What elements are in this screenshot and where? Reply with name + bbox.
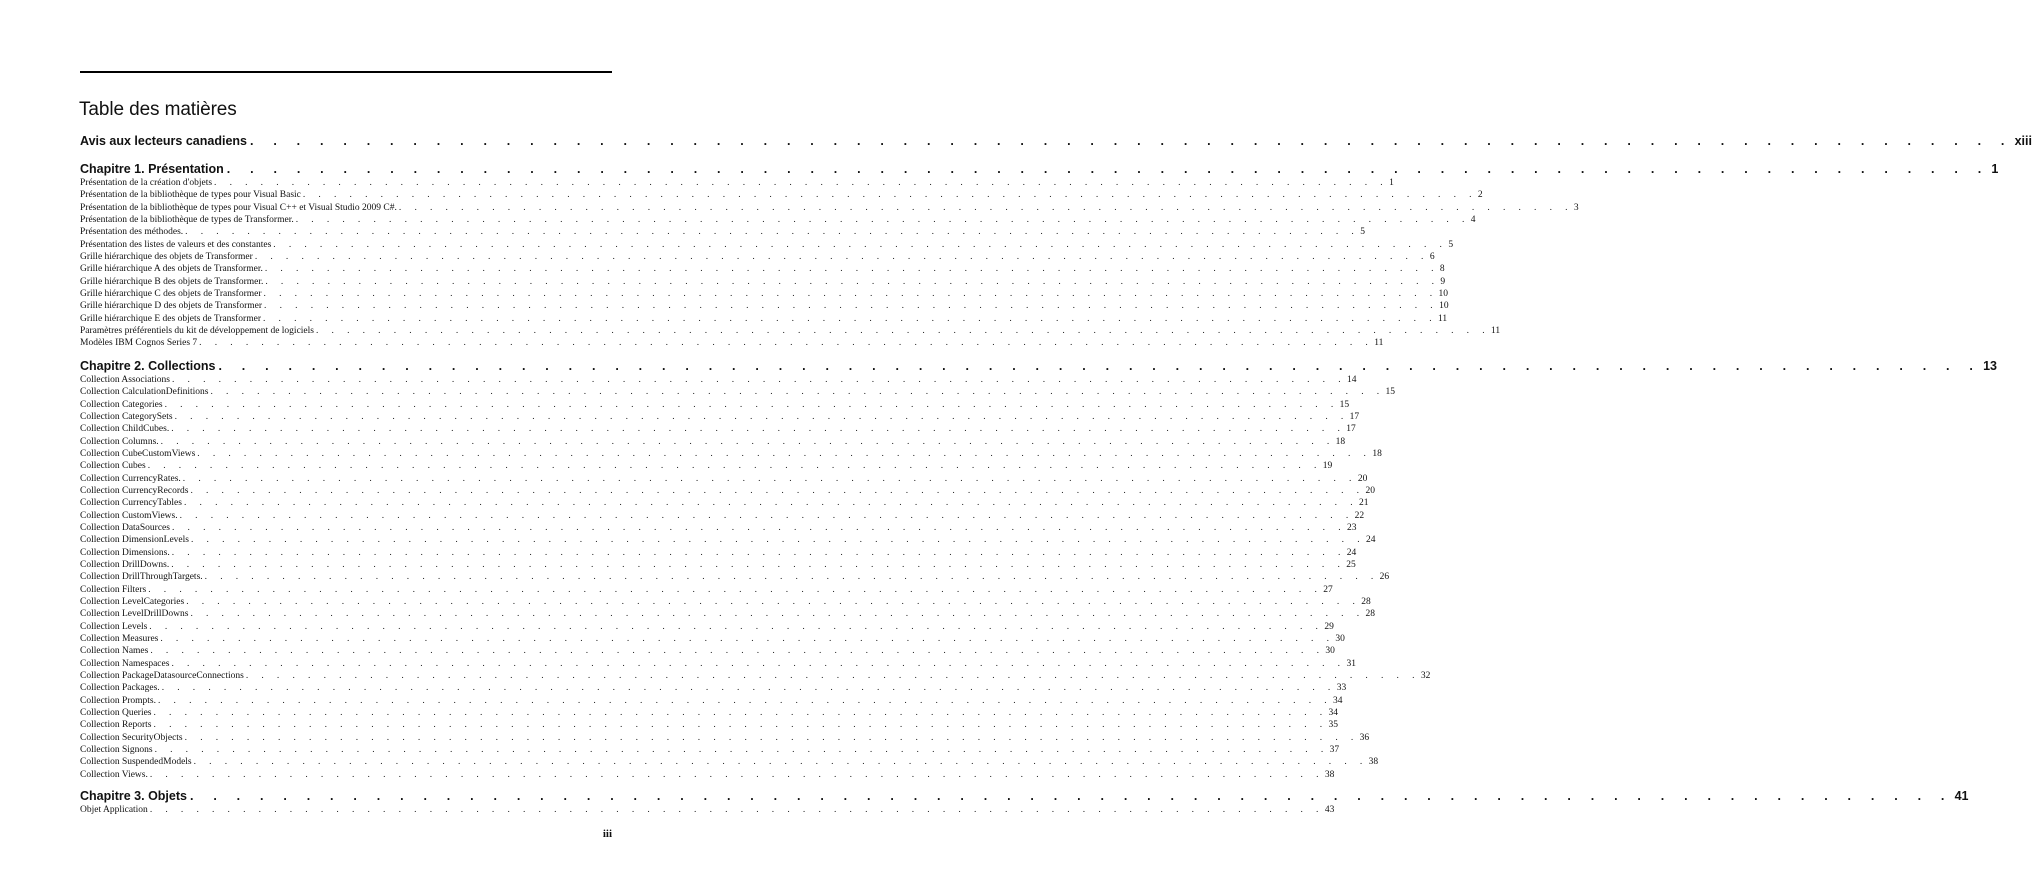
toc-entry-page: 31	[1346, 658, 1356, 669]
toc-chapter-heading-page: 1	[1991, 162, 1999, 176]
toc-entry[interactable]	[80, 239, 1454, 251]
toc-chapter-heading[interactable]	[80, 789, 1969, 804]
dot-leader: . . . . . . . . . . . . . . . . . . . . . . . . . . . . . . . . . . . . . . . . . . . . . . . . . . . . . . . . . . . . . . . . . . . . . . . . . . . .	[184, 732, 1359, 743]
toc-entry-page: 22	[1354, 510, 1365, 521]
toc-entry-page: 35	[1328, 720, 1339, 731]
dot-leader: . . . . . . . . . . . . . . . . . . . . . . . . . . . . . . . . . . . . . . . . . . . . . . . . . . . . . . . . . . . . . . . . . . . . . . . . . . . .	[263, 288, 1438, 299]
dot-leader: . . . . . . . . . . . . . . . . . . . . . . . . . . . . . . . . . . . . . . . . . . . . . . . . . . . . . . . . . . . . . . . . . . . . . . . . . . . .	[295, 214, 1470, 225]
toc-entry-page: 11	[1374, 338, 1384, 349]
dot-leader: . . . . . . . . . . . . . . . . . . . . . . . . . . . . . . . . . . . . . . . . . . . . . . . . . . . . . . . . . . . . . . . . . . . . . . . . . . . .	[171, 375, 1347, 385]
toc-entry-page: 38	[1324, 769, 1335, 780]
toc-avis-heading-page: xiii	[2014, 134, 2032, 148]
toc-entry-page: 8	[1439, 264, 1445, 275]
dot-leader: . . . . . . . . . . . . . . . . . . . . . . . . . . . . . . . . . . . . . . . . . . . . . . . . . . . . . . . . . . . . . . . . . . . . . . . . . . . .	[264, 264, 1439, 275]
toc-entry[interactable]	[80, 251, 1435, 263]
dot-leader: . . . . . . . . . . . . . . . . . . . . . . . . . . . . . . . . . . . . . . . . . . . . . . . . . . . . . . . . . . . . . . . . . . . . . . . . . . . .	[171, 424, 1346, 435]
toc-entry-page: 24	[1346, 547, 1357, 558]
dot-leader: . . . . . . . . . . . . . . . . . . . . . . . . . . . . . . . . . . . . . . . . . . . . . . . . . . . . . . . . . . . . . . . . . . . . . . . . . . . .	[197, 448, 1372, 459]
toc-entry-label: Collection Reports	[80, 720, 152, 731]
toc-entry-label: Grille hiérarchique C des objets de Transformer	[80, 288, 262, 299]
toc-entry[interactable]	[80, 313, 1448, 325]
toc-entry-page: 21	[1359, 498, 1369, 509]
dot-leader: . . . . . . . . . . . . . . . . . . . . . . . . . . . . . . . . . . . . . . . . . . . . . . . . . . . . . . . . . . . . . . . . . . . . . . . . . . . .	[204, 572, 1379, 583]
toc-entry-label: Collection Levels	[80, 621, 148, 632]
toc-entry[interactable]	[80, 374, 1357, 386]
toc-entry[interactable]	[80, 288, 1449, 300]
dot-leader: . . . . . . . . . . . . . . . . . . . . . . . . . . . . . . . . . . . . . . . . . . . . . . . . . . . . . . . . . . . . . . . . . . . . . . . . . . . .	[179, 510, 1354, 521]
toc-entry-page: 18	[1335, 436, 1346, 447]
toc-entry[interactable]	[80, 621, 1334, 633]
dot-leader: . . . . . . . . . . . . . . . . . . . . . . . . . . . . . . . . . . . . . . . . . . . . . . . . . . . . . . . . . . . . . . . . . . . . . . . . . . . .	[185, 227, 1360, 238]
toc-entry[interactable]	[80, 399, 1350, 411]
toc-entry-page: 23	[1347, 522, 1357, 533]
toc-entry[interactable]	[80, 670, 1431, 682]
toc-entry-page: 17	[1346, 424, 1356, 435]
toc-chapter-heading-label: Chapitre 1. Présentation	[80, 162, 224, 176]
toc-entry[interactable]	[80, 804, 1335, 816]
toc-entry[interactable]	[80, 682, 1347, 694]
toc-entry[interactable]	[80, 276, 1446, 288]
toc-entry-page: 15	[1339, 399, 1350, 410]
toc-entry[interactable]	[80, 386, 1396, 398]
toc-entry[interactable]	[80, 645, 1335, 657]
toc-entry-page: 30	[1335, 633, 1345, 644]
toc-entry-label: Collection SuspendedModels	[80, 757, 192, 768]
dot-leader: . . . . . . . . . . . . . . . . . . . . . . . . . . . . . . . . . . . . . . . . . . . . . . . . . . . . . . . . . . . . . . . . . . . . . . . . . . . .	[174, 411, 1349, 422]
dot-leader: . . . . . . . . . . . . . . . . . . . . . . . . . . . . . . . . . . . . . . . . . . . . . . . . . . . . . . . . . . . . . . . . . . . . . . . . . . . .	[158, 695, 1333, 706]
dot-leader: . . . . . . . . . . . . . . . . . . . . . . . . . . . . . . . . . . . . . . . . . . . . . . . . . . . . . . . . . . . . . . . . . . . . . . . . . . . .	[171, 522, 1346, 533]
toc-entry-page: 5	[1360, 227, 1365, 238]
toc-entry-page: 4	[1470, 214, 1476, 225]
toc-entry-page: 43	[1324, 805, 1335, 815]
toc-entry-label: Collection Filters	[80, 584, 147, 595]
top-rule	[80, 71, 612, 73]
toc-entry-label: Collection LevelDrillDowns	[80, 609, 189, 620]
toc-entry-page: 18	[1372, 448, 1382, 459]
dot-leader: . . . . . . . . . . . . . . . . . . . . . . . . . . . . . . . . . . . . . . . . . . . . . . . . . . . . . . . . . . . . . . . . . . . . . . . . . . . .	[183, 498, 1358, 509]
dot-leader: . . . . . . . . . . . . . . . . . . . . . . . . . . . . . . . . . . . . . . . . . . . . . . . . . . . . . . . . . . . . . . . . . . . . . . . . . . . .	[190, 609, 1365, 620]
dot-leader: . . . . . . . . . . . . . . . . . . . . . . . . . . . . . . . . . . . . . . . . . . . . . . . . . . . . . . . . . . . . . . . . . . . . . . . . . . . .	[249, 134, 2013, 148]
toc-entry-page: 6	[1429, 251, 1435, 262]
dot-leader: . . . . . . . . . . . . . . . . . . . . . . . . . . . . . . . . . . . . . . . . . . . . . . . . . . . . . . . . . . . . . . . . . . . . . . . . . . . .	[273, 239, 1448, 250]
toc-entry[interactable]	[80, 596, 1371, 608]
dot-leader: . . . . . . . . . . . . . . . . . . . . . . . . . . . . . . . . . . . . . . . . . . . . . . . . . . . . . . . . . . . . . . . . . . . . . . . . . . . .	[398, 202, 1573, 213]
dot-leader: . . . . . . . . . . . . . . . . . . . . . . . . . . . . . . . . . . . . . . . . . . . . . . . . . . . . . . . . . . . . . . . . . . . . . . . . . . . .	[218, 359, 1982, 373]
toc-entry-label: Présentation des méthodes.	[80, 227, 184, 238]
dot-leader: . . . . . . . . . . . . . . . . . . . . . . . . . . . . . . . . . . . . . . . . . . . . . . . . . . . . . . . . . . . . . . . . . . . . . . . . . . . .	[193, 757, 1368, 768]
toc-chapter-heading-page: 41	[1954, 789, 1969, 803]
toc-entry-page: 10	[1439, 301, 1449, 312]
toc-entry-label: Présentation de la bibliothèque de types pour Visual Basic	[80, 190, 301, 201]
dot-leader: . . . . . . . . . . . . . . . . . . . . . . . . . . . . . . . . . . . . . . . . . . . . . . . . . . . . . . . . . . . . . . . . . . . . . . . . . . . .	[160, 436, 1335, 447]
toc-entry[interactable]	[80, 719, 1339, 731]
toc-entry-label: Présentation de la bibliothèque de types pour Visual C++ et Visual Studio 2009 C#.	[80, 202, 397, 213]
dot-leader: . . . . . . . . . . . . . . . . . . . . . . . . . . . . . . . . . . . . . . . . . . . . . . . . . . . . . . . . . . . . . . . . . . . . . . . . . . . .	[226, 162, 1990, 176]
toc-entry[interactable]	[80, 756, 1379, 768]
toc-avis-heading-label: Avis aux lecteurs canadiens	[80, 134, 247, 148]
toc-entry[interactable]	[80, 547, 1357, 559]
dot-leader: . . . . . . . . . . . . . . . . . . . . . . . . . . . . . . . . . . . . . . . . . . . . . . . . . . . . . . . . . . . . . . . . . . . . . . . . . . . .	[302, 190, 1477, 201]
toc-entry-page: 34	[1333, 695, 1343, 706]
toc-entry-page: 11	[1491, 325, 1501, 336]
toc-entry[interactable]	[80, 769, 1335, 781]
toc-entry[interactable]	[80, 633, 1345, 645]
toc-entry[interactable]	[80, 177, 1394, 189]
toc-entry[interactable]	[80, 473, 1368, 485]
toc-chapter-heading-page: 13	[1983, 359, 1997, 373]
toc-entry-label: Grille hiérarchique D des objets de Transformer	[80, 301, 263, 312]
toc-avis-heading[interactable]	[80, 134, 2032, 149]
toc-entry[interactable]	[80, 571, 1390, 583]
toc-entry-page: 20	[1357, 473, 1368, 484]
toc-entry[interactable]	[80, 534, 1376, 546]
toc-entry[interactable]	[80, 559, 1356, 571]
toc-entry-page: 24	[1366, 535, 1376, 546]
toc-entry-label: Collection DataSources	[80, 522, 170, 533]
dot-leader: . . . . . . . . . . . . . . . . . . . . . . . . . . . . . . . . . . . . . . . . . . . . . . . . . . . . . . . . . . . . . . . . . . . . . . . . . . . .	[264, 301, 1439, 312]
toc-entry[interactable]	[80, 744, 1340, 756]
toc-entry-page: 34	[1328, 707, 1339, 718]
toc-entry[interactable]	[80, 510, 1365, 522]
toc-chapter-heading[interactable]	[80, 162, 1999, 177]
dot-leader: . . . . . . . . . . . . . . . . . . . . . . . . . . . . . . . . . . . . . . . . . . . . . . . . . . . . . . . . . . . . . . . . . . . . . . . . . . . .	[186, 596, 1361, 607]
toc-entry-label: Grille hiérarchique B des objets de Transformer.	[80, 276, 264, 287]
dot-leader: . . . . . . . . . . . . . . . . . . . . . . . . . . . . . . . . . . . . . . . . . . . . . . . . . . . . . . . . . . . . . . . . . . . . . . . . . . . .	[190, 535, 1365, 546]
toc-entry-page: 38	[1368, 757, 1379, 768]
page-title: Table des matières	[79, 99, 237, 120]
toc-entry-page: 11	[1438, 313, 1448, 324]
toc-entry-label: Collection Packages.	[80, 683, 160, 694]
toc-entry-page: 15	[1385, 387, 1396, 398]
toc-entry[interactable]	[80, 608, 1375, 620]
toc-entry-label: Collection Prompts.	[80, 695, 156, 706]
page-number: iii	[602, 828, 612, 840]
dot-leader: . . . . . . . . . . . . . . . . . . . . . . . . . . . . . . . . . . . . . . . . . . . . . . . . . . . . . . . . . . . . . . . . . . . . . . . . . . . .	[149, 769, 1324, 780]
toc-entry-page: 1	[1389, 178, 1394, 188]
toc-entry-label: Objet Application	[80, 805, 148, 815]
toc-entry[interactable]	[80, 325, 1501, 337]
toc-entry-page: 27	[1323, 584, 1333, 595]
toc-entry[interactable]	[80, 189, 1483, 201]
toc-entry[interactable]	[80, 436, 1346, 448]
toc-entry-label: Paramètres préférentiels du kit de développement de logiciels	[80, 325, 314, 336]
dot-leader: . . . . . . . . . . . . . . . . . . . . . . . . . . . . . . . . . . . . . . . . . . . . . . . . . . . . . . . . . . . . . . . . . . . . . . . . . . . .	[189, 789, 1953, 803]
toc-entry-label: Collection DrillDowns.	[80, 559, 170, 570]
toc-entry-page: 32	[1420, 670, 1431, 681]
toc-entry-label: Collection Columns.	[80, 436, 159, 447]
toc-entry-page: 2	[1477, 190, 1483, 201]
toc-entry[interactable]	[80, 732, 1370, 744]
toc-entry-page: 3	[1573, 202, 1579, 213]
toc-entry-page: 19	[1322, 461, 1333, 472]
toc-entry[interactable]	[80, 584, 1333, 596]
toc-entry-label: Collection Dimensions.	[80, 547, 170, 558]
toc-entry[interactable]	[80, 300, 1449, 312]
toc-entry-page: 29	[1324, 621, 1334, 632]
toc-entry-page: 28	[1361, 596, 1371, 607]
toc-entry-label: Collection Queries	[80, 707, 152, 718]
toc-entry-label: Grille hiérarchique E des objets de Transformer	[80, 313, 261, 324]
toc-entry-page: 14	[1347, 375, 1357, 385]
toc-entry-label: Collection DimensionLevels	[80, 535, 189, 546]
toc-entry-page: 33	[1336, 683, 1347, 694]
toc-entry[interactable]	[80, 658, 1356, 670]
toc-entry[interactable]	[80, 423, 1356, 435]
dot-leader: . . . . . . . . . . . . . . . . . . . . . . . . . . . . . . . . . . . . . . . . . . . . . . . . . . . . . . . . . . . . . . . . . . . . . . . . . . . .	[148, 584, 1323, 595]
dot-leader: . . . . . . . . . . . . . . . . . . . . . . . . . . . . . . . . . . . . . . . . . . . . . . . . . . . . . . . . . . . . . . . . . . . . . . . . . . . .	[315, 325, 1491, 336]
dot-leader: . . . . . . . . . . . . . . . . . . . . . . . . . . . . . . . . . . . . . . . . . . . . . . . . . . . . . . . . . . . . . . . . . . . . . . . . . . . .	[150, 646, 1325, 657]
toc-entry-label: Collection Categories	[80, 399, 163, 410]
toc-entry-label: Collection Namespaces	[80, 658, 170, 669]
toc-entry[interactable]	[80, 226, 1365, 238]
toc-entry[interactable]	[80, 337, 1384, 349]
dot-leader: . . . . . . . . . . . . . . . . . . . . . . . . . . . . . . . . . . . . . . . . . . . . . . . . . . . . . . . . . . . . . . . . . . . . . . . . . . . .	[171, 559, 1346, 570]
toc-entry-label: Collection CurrencyRecords	[80, 485, 189, 496]
toc-entry-page: 36	[1359, 732, 1370, 743]
dot-leader: . . . . . . . . . . . . . . . . . . . . . . . . . . . . . . . . . . . . . . . . . . . . . . . . . . . . . . . . . . . . . . . . . . . . . . . . . . . .	[245, 670, 1420, 681]
dot-leader: . . . . . . . . . . . . . . . . . . . . . . . . . . . . . . . . . . . . . . . . . . . . . . . . . . . . . . . . . . . . . . . . . . . . . . . . . . . .	[147, 461, 1322, 472]
toc-chapter-heading-label: Chapitre 2. Collections	[80, 359, 216, 373]
toc-entry-page: 9	[1440, 276, 1446, 287]
toc-entry-page: 37	[1329, 744, 1340, 755]
dot-leader: . . . . . . . . . . . . . . . . . . . . . . . . . . . . . . . . . . . . . . . . . . . . . . . . . . . . . . . . . . . . . . . . . . . . . . . . . . . .	[199, 338, 1374, 349]
toc-entry-label: Présentation des listes de valeurs et des constantes	[80, 239, 272, 250]
dot-leader: . . . . . . . . . . . . . . . . . . . . . . . . . . . . . . . . . . . . . . . . . . . . . . . . . . . . . . . . . . . . . . . . . . . . . . . . . . . .	[182, 473, 1357, 484]
toc-entry-label: Collection LevelCategories	[80, 596, 185, 607]
toc-entry[interactable]	[80, 448, 1382, 460]
toc-entry[interactable]	[80, 707, 1339, 719]
toc-entry-label: Grille hiérarchique A des objets de Transformer.	[80, 264, 263, 275]
toc-entry-page: 26	[1379, 572, 1390, 583]
toc-entry-label: Collection CurrencyRates.	[80, 473, 181, 484]
toc-entry-label: Collection CubeCustomViews	[80, 448, 196, 459]
toc-entry-label: Collection PackageDatasourceConnections	[80, 670, 244, 681]
dot-leader: . . . . . . . . . . . . . . . . . . . . . . . . . . . . . . . . . . . . . . . . . . . . . . . . . . . . . . . . . . . . . . . . . . . . . . . . . . . .	[262, 313, 1438, 324]
toc-entry-page: 5	[1448, 239, 1454, 250]
toc-entry[interactable]	[80, 497, 1369, 509]
toc-entry-label: Collection Associations	[80, 375, 170, 385]
toc-entry-label: Modèles IBM Cognos Series 7	[80, 338, 198, 349]
dot-leader: . . . . . . . . . . . . . . . . . . . . . . . . . . . . . . . . . . . . . . . . . . . . . . . . . . . . . . . . . . . . . . . . . . . . . . . . . . . .	[190, 485, 1365, 496]
toc-entry-page: 17	[1349, 411, 1360, 422]
toc-chapter-heading-label: Chapitre 3. Objets	[80, 789, 187, 803]
dot-leader: . . . . . . . . . . . . . . . . . . . . . . . . . . . . . . . . . . . . . . . . . . . . . . . . . . . . . . . . . . . . . . . . . . . . . . . . . . . .	[214, 178, 1389, 188]
toc-entry-label: Collection Names	[80, 646, 149, 657]
toc-entry[interactable]	[80, 263, 1445, 275]
toc-entry-label: Collection SecurityObjects	[80, 732, 183, 743]
toc-entry-label: Collection Measures	[80, 633, 159, 644]
toc-entry-page: 10	[1438, 288, 1449, 299]
dot-leader: . . . . . . . . . . . . . . . . . . . . . . . . . . . . . . . . . . . . . . . . . . . . . . . . . . . . . . . . . . . . . . . . . . . . . . . . . . . .	[210, 387, 1385, 398]
toc-entry-label: Collection ChildCubes.	[80, 424, 170, 435]
toc-chapter-heading[interactable]	[80, 359, 1997, 374]
toc-entry-label: Grille hiérarchique des objets de Transformer	[80, 251, 253, 262]
toc-entry-label: Collection DrillThroughTargets.	[80, 572, 203, 583]
dot-leader: . . . . . . . . . . . . . . . . . . . . . . . . . . . . . . . . . . . . . . . . . . . . . . . . . . . . . . . . . . . . . . . . . . . . . . . . . . . .	[154, 744, 1329, 755]
toc-entry[interactable]	[80, 695, 1343, 707]
toc-entry-label: Collection CalculationDefinitions	[80, 387, 209, 398]
dot-leader: . . . . . . . . . . . . . . . . . . . . . . . . . . . . . . . . . . . . . . . . . . . . . . . . . . . . . . . . . . . . . . . . . . . . . . . . . . . .	[149, 621, 1324, 632]
dot-leader: . . . . . . . . . . . . . . . . . . . . . . . . . . . . . . . . . . . . . . . . . . . . . . . . . . . . . . . . . . . . . . . . . . . . . . . . . . . .	[160, 633, 1335, 644]
dot-leader: . . . . . . . . . . . . . . . . . . . . . . . . . . . . . . . . . . . . . . . . . . . . . . . . . . . . . . . . . . . . . . . . . . . . . . . . . . . .	[171, 658, 1346, 669]
dot-leader: . . . . . . . . . . . . . . . . . . . . . . . . . . . . . . . . . . . . . . . . . . . . . . . . . . . . . . . . . . . . . . . . . . . . . . . . . . . .	[153, 720, 1328, 731]
dot-leader: . . . . . . . . . . . . . . . . . . . . . . . . . . . . . . . . . . . . . . . . . . . . . . . . . . . . . . . . . . . . . . . . . . . . . . . . . . . .	[149, 805, 1324, 815]
toc-entry-label: Collection Cubes	[80, 461, 146, 472]
dot-leader: . . . . . . . . . . . . . . . . . . . . . . . . . . . . . . . . . . . . . . . . . . . . . . . . . . . . . . . . . . . . . . . . . . . . . . . . . . . .	[254, 251, 1429, 262]
dot-leader: . . . . . . . . . . . . . . . . . . . . . . . . . . . . . . . . . . . . . . . . . . . . . . . . . . . . . . . . . . . . . . . . . . . . . . . . . . . .	[171, 547, 1346, 558]
toc-entry-label: Collection CurrencyTables	[80, 498, 182, 509]
toc-entry-label: Présentation de la création d'objets	[80, 178, 213, 188]
toc-entry-label: Collection CustomViews.	[80, 510, 178, 521]
toc-entry[interactable]	[80, 522, 1357, 534]
toc-entry-page: 28	[1365, 609, 1375, 620]
toc-entry[interactable]	[80, 485, 1375, 497]
toc-entry-label: Collection Views.	[80, 769, 148, 780]
toc-entry[interactable]	[80, 202, 1579, 214]
toc-entry-page: 30	[1325, 646, 1335, 657]
toc-entry[interactable]	[80, 411, 1360, 423]
toc-entry-page: 25	[1346, 559, 1356, 570]
toc-entry[interactable]	[80, 214, 1476, 226]
dot-leader: . . . . . . . . . . . . . . . . . . . . . . . . . . . . . . . . . . . . . . . . . . . . . . . . . . . . . . . . . . . . . . . . . . . . . . . . . . . .	[161, 683, 1336, 694]
dot-leader: . . . . . . . . . . . . . . . . . . . . . . . . . . . . . . . . . . . . . . . . . . . . . . . . . . . . . . . . . . . . . . . . . . . . . . . . . . . .	[153, 707, 1328, 718]
dot-leader: . . . . . . . . . . . . . . . . . . . . . . . . . . . . . . . . . . . . . . . . . . . . . . . . . . . . . . . . . . . . . . . . . . . . . . . . . . . .	[164, 399, 1339, 410]
toc-entry-label: Collection CategorySets	[80, 411, 173, 422]
toc-entry-label: Présentation de la bibliothèque de types de Transformer.	[80, 214, 294, 225]
toc-entry[interactable]	[80, 460, 1333, 472]
toc-entry-label: Collection Signons	[80, 744, 153, 755]
dot-leader: . . . . . . . . . . . . . . . . . . . . . . . . . . . . . . . . . . . . . . . . . . . . . . . . . . . . . . . . . . . . . . . . . . . . . . . . . . . .	[265, 276, 1440, 287]
toc-entry-page: 20	[1365, 485, 1375, 496]
